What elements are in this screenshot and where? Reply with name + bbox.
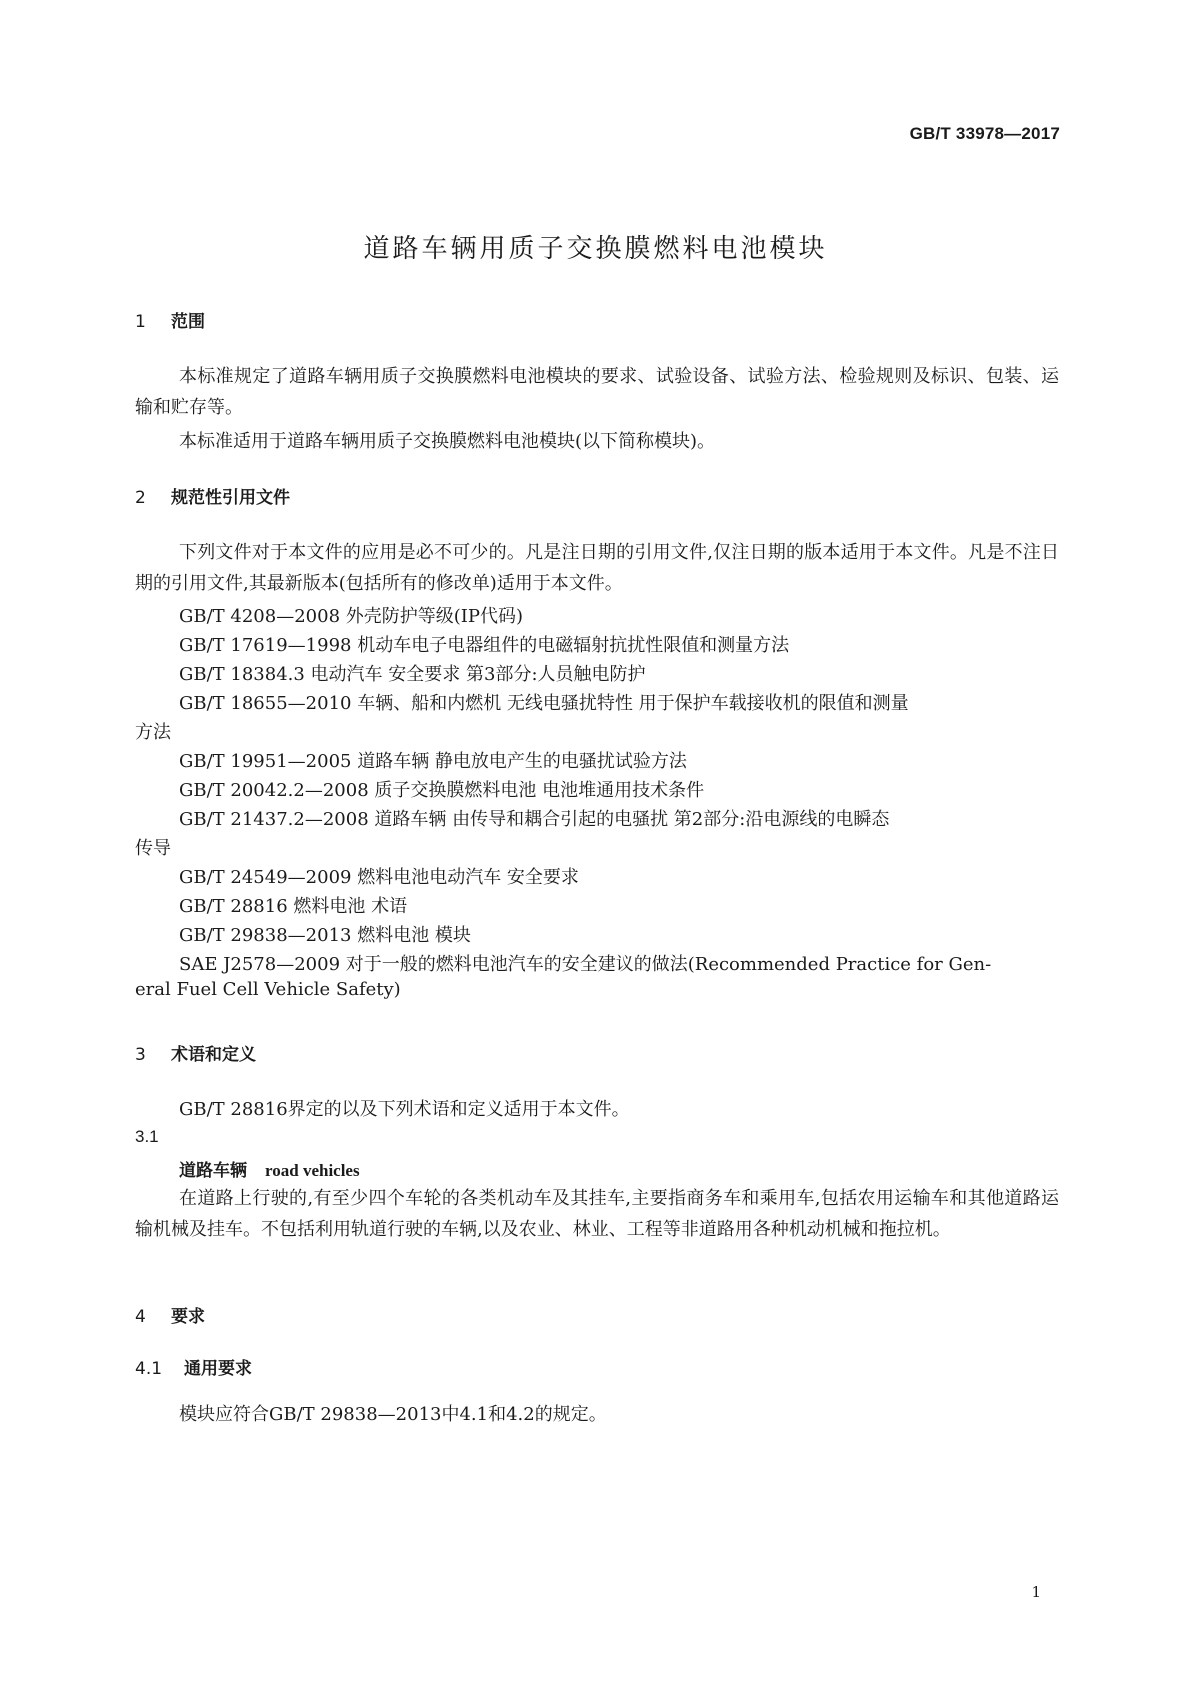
section-4-heading: [135, 1302, 205, 1327]
page-number: 1: [1031, 1583, 1041, 1601]
section-number: 3: [135, 1045, 146, 1065]
section-2-heading: [135, 483, 290, 508]
reference-item: GB/T 18655—2010 车辆、船和内燃机 无线电骚扰特性 用于保护车载接收机的限值和测量: [179, 693, 909, 714]
section-1-heading: [135, 307, 205, 332]
reference-item-continuation: 传导: [135, 838, 171, 859]
section-title: 规范性引用文件: [171, 488, 290, 508]
section-1-paragraph-2: 本标准适用于道路车辆用质子交换膜燃料电池模块(以下简称模块)。: [179, 431, 716, 452]
reference-item: GB/T 18384.3 电动汽车 安全要求 第3部分:人员触电防护: [179, 664, 646, 685]
section-number: 2: [135, 488, 146, 508]
reference-item: GB/T 24549—2009 燃料电池电动汽车 安全要求: [179, 867, 579, 888]
subsection-4-1-heading: [135, 1354, 252, 1379]
reference-item: GB/T 29838—2013 燃料电池 模块: [179, 925, 471, 946]
section-3-intro: GB/T 28816界定的以及下列术语和定义适用于本文件。: [179, 1099, 630, 1120]
reference-item-continuation: eral Fuel Cell Vehicle Safety): [135, 979, 401, 1000]
document-title: 道路车辆用质子交换膜燃料电池模块: [363, 234, 828, 264]
section-2-intro: 下列文件对于本文件的应用是必不可少的。凡是注日期的引用文件,仅注日期的版本适用于本文件。凡是不注日期的引用文件,其最新版本(包括所有的修改单)适用于本文件。: [135, 542, 1059, 594]
section-number: 4: [135, 1307, 146, 1327]
term-number: 3.1: [135, 1127, 159, 1146]
subsection-number: 4.1: [135, 1359, 163, 1379]
reference-item: GB/T 28816 燃料电池 术语: [179, 896, 408, 917]
reference-item: GB/T 21437.2—2008 道路车辆 由传导和耦合引起的电骚扰 第2部分:沿电源线的电瞬态: [179, 809, 890, 830]
reference-item: GB/T 17619—1998 机动车电子电器组件的电磁辐射抗扰性限值和测量方法: [179, 635, 790, 656]
reference-item: SAE J2578—2009 对于一般的燃料电池汽车的安全建议的做法(Recommended Practice for Gen-: [179, 954, 992, 975]
term-name-chinese: 道路车辆: [179, 1161, 247, 1181]
section-number: 1: [135, 312, 146, 332]
section-1-paragraph-1: 本标准规定了道路车辆用质子交换膜燃料电池模块的要求、试验设备、试验方法、检验规则及标识、包装、运输和贮存等。: [135, 366, 1059, 418]
term-definition: 在道路上行驶的,有至少四个车轮的各类机动车及其挂车,主要指商务车和乘用车,包括农用运输车和其他道路运输机械及挂车。不包括利用轨道行驶的车辆,以及农业、林业、工程等非道路用各种机动机械和拖拉机。: [135, 1188, 1059, 1240]
reference-item-continuation: 方法: [135, 722, 171, 743]
reference-item: GB/T 20042.2—2008 质子交换膜燃料电池 电池堆通用技术条件: [179, 780, 705, 801]
reference-item: GB/T 19951—2005 道路车辆 静电放电产生的电骚扰试验方法: [179, 751, 687, 772]
standard-number: GB/T 33978—2017: [909, 124, 1060, 143]
section-3-heading: [135, 1040, 256, 1065]
section-title: 范围: [171, 312, 205, 332]
section-title: 要求: [171, 1307, 205, 1327]
reference-item: GB/T 4208—2008 外壳防护等级(IP代码): [179, 606, 524, 627]
term-name: [179, 1156, 360, 1181]
term-name-english: road vehicles: [265, 1161, 360, 1180]
subsection-4-1-text: 模块应符合GB/T 29838—2013中4.1和4.2的规定。: [179, 1404, 607, 1425]
section-title: 术语和定义: [171, 1045, 256, 1065]
subsection-title: 通用要求: [184, 1359, 252, 1379]
